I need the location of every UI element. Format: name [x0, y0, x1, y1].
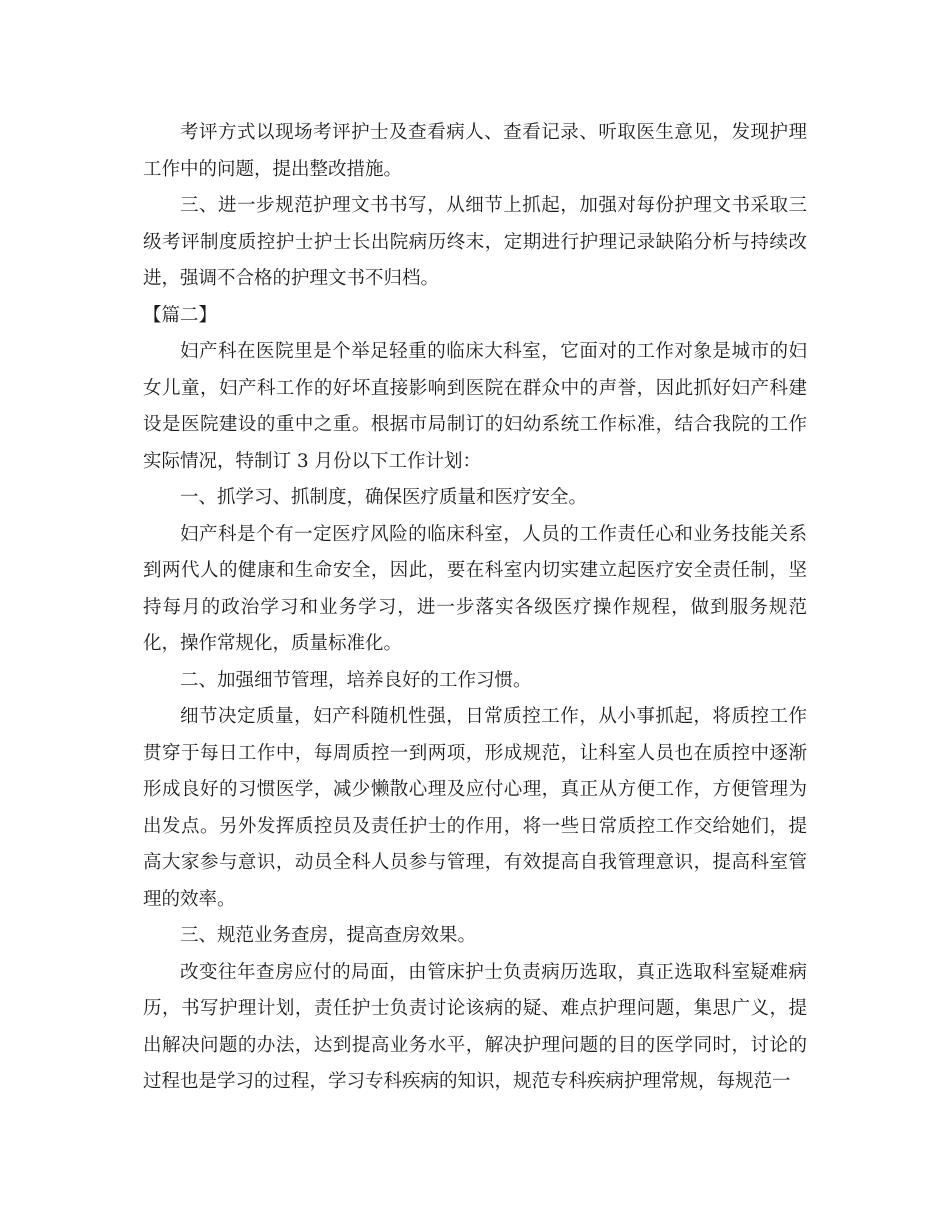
- heading-ward-rounds: 三、规范业务查房，提高查房效果。: [180, 925, 477, 946]
- paragraph-obstetrics-intro: 妇产科在医院里是个举足轻重的临床大科室，它面对的工作对象是城市的妇女儿童，妇产科工作的好坏直接影响到医院在群众中的声誉，因此抓好妇产科建设是医院建设的重中之重。根据市局制订的妇幼系统工作标准，结合我院的工作实际情况，特制订 3 月份以下工作计划：: [143, 341, 807, 472]
- document-body: [143, 115, 807, 1101]
- section-heading-part-two: 【篇二】: [143, 304, 218, 326]
- heading-study-and-rules: 一、抓学习、抓制度，确保医疗质量和医疗安全。: [180, 487, 588, 508]
- paragraph-ward-rounds: 改变往年查房应付的局面，由管床护士负责病历选取，真正选取科室疑难病历，书写护理计划，责任护士负责讨论该病的疑、难点护理问题，集思广义，提出解决问题的办法，达到提高业务水平，解决护理问题的目的医学同时，讨论的过程也是学习的过程，学习专科疾病的知识，规范专科疾病护理常规，每规范一: [143, 961, 807, 1092]
- paragraph-quality-control: 细节决定质量，妇产科随机性强，日常质控工作，从小事抓起，将质控工作贯穿于每日工作中，每周质控一到两项，形成规范，让科室人员也在质控中逐渐形成良好的习惯医学，减少懒散心理及应付心理，真正从方便工作，方便管理为出发点。另外发挥质控员及责任护士的作用，将一些日常质控工作交给她们，提高大家参与意识，动员全科人员参与管理，有效提高自我管理意识，提高科室管理的效率。: [143, 706, 807, 910]
- heading-detail-management: 二、加强细节管理，培养良好的工作习惯。: [180, 669, 532, 691]
- paragraph-evaluation-method: 考评方式以现场考评护士及查看病人、查看记录、听取医生意见，发现护理工作中的问题，提出整改措施。: [143, 122, 807, 180]
- paragraph-medical-safety: 妇产科是个有一定医疗风险的临床科室，人员的工作责任心和业务技能关系到两代人的健康和生命安全，因此，要在科室内切实建立起医疗安全责任制，坚持每月的政治学习和业务学习，进一步落实各级医疗操作规程，做到服务规范化，操作常规化，质量标准化。: [143, 523, 807, 654]
- paragraph-section-three-documents: 三、进一步规范护理文书书写，从细节上抓起，加强对每份护理文书采取三级考评制度质控护士护士长出院病历终末，定期进行护理记录缺陷分析与持续改进，强调不合格的护理文书不归档。: [143, 195, 807, 289]
